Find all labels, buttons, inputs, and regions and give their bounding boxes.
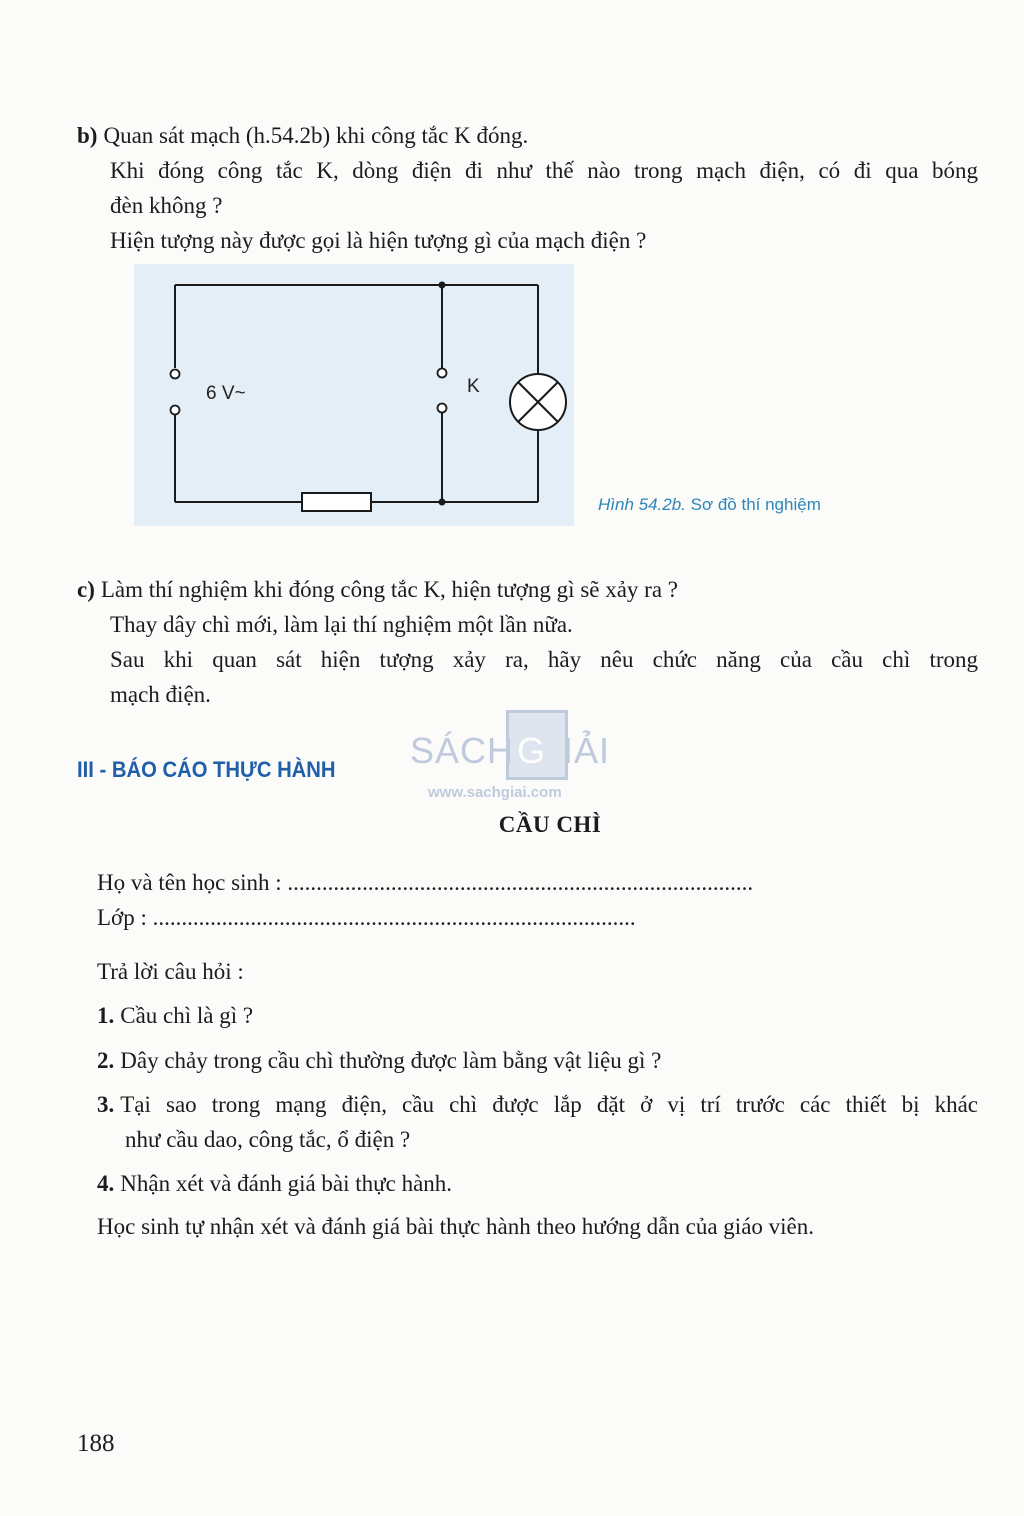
section-b-line1: [77, 121, 528, 151]
question-3-continued: như cầu dao, công tắc, ổ điện ?: [125, 1127, 411, 1152]
question-1: [97, 1001, 253, 1031]
question-2-text: Dây chảy trong cầu chì thường được làm bằng vật liệu gì ?: [120, 1048, 662, 1073]
question-4: [97, 1169, 452, 1199]
section-c-line4: mạch điện.: [110, 682, 211, 707]
watermark-url: www.sachgiai.com: [428, 784, 562, 801]
section-c-line3: Sau khi quan sát hiện tượng xảy ra, hãy nêu chức năng của cầu chì trong: [110, 647, 978, 672]
voltage-label: 6 V~: [206, 383, 246, 404]
watermark-right: IẢI: [563, 730, 611, 771]
figure-caption: [598, 495, 821, 515]
watermark-box-letter: G: [517, 730, 547, 771]
answer-prompt: Trả lời câu hỏi :: [97, 959, 244, 984]
section-b-line4: Hiện tượng này được gọi là hiện tượng gì của mạch điện ?: [110, 228, 647, 253]
name-field: Họ và tên học sinh : .................................................................................: [97, 870, 754, 895]
section-b-line3: đèn không ?: [110, 193, 223, 218]
power-terminal-bottom: [171, 406, 180, 415]
junction-bottom: [439, 499, 446, 506]
circuit-diagram: [134, 264, 574, 526]
junction-top: [439, 282, 446, 289]
section-c-text1: Làm thí nghiệm khi đóng công tắc K, hiện tượng gì sẽ xảy ra ?: [100, 577, 679, 602]
watermark-left: SÁCH: [410, 730, 515, 771]
section-c-line1: [77, 575, 678, 605]
question-3: [97, 1090, 978, 1120]
section-b-line2: Khi đóng công tắc K, dòng điện đi như thế nào trong mạch điện, có đi qua bóng: [110, 158, 978, 183]
section-c-label: c): [77, 577, 95, 602]
question-2-number: 2.: [97, 1048, 115, 1073]
section-b-text1: Quan sát mạch (h.54.2b) khi công tắc K đóng.: [103, 123, 529, 148]
fuse-symbol: [302, 493, 371, 511]
switch-terminal-top: [438, 369, 447, 378]
report-heading: III - BÁO CÁO THỰC HÀNH: [77, 757, 336, 782]
report-title: CẦU CHÌ: [498, 812, 602, 837]
caption-text: Sơ đồ thí nghiệm: [690, 495, 821, 514]
switch-label: K: [467, 376, 480, 397]
closing-text: Học sinh tự nhận xét và đánh giá bài thực hành theo hướng dẫn của giáo viên.: [97, 1214, 815, 1239]
page-number: 188: [77, 1430, 115, 1457]
power-terminal-top: [171, 370, 180, 379]
watermark-logo: [410, 708, 620, 801]
question-3-text: Tại sao trong mạng điện, cầu chì được lắp đặt ở vị trí trước các thiết bị khác: [120, 1092, 978, 1117]
question-4-number: 4.: [97, 1171, 115, 1196]
question-4-text: Nhận xét và đánh giá bài thực hành.: [120, 1171, 453, 1196]
question-3-number: 3.: [97, 1092, 115, 1117]
question-2: [97, 1046, 661, 1076]
switch-terminal-bottom: [438, 404, 447, 413]
caption-prefix: Hình 54.2b.: [598, 495, 686, 514]
class-field: Lớp : ....................................................................................: [97, 905, 636, 930]
section-c-line2: Thay dây chì mới, làm lại thí nghiệm một lần nữa.: [110, 612, 573, 637]
question-1-number: 1.: [97, 1003, 115, 1028]
section-b-label: b): [77, 123, 98, 148]
question-1-text: Cầu chì là gì ?: [120, 1003, 254, 1028]
